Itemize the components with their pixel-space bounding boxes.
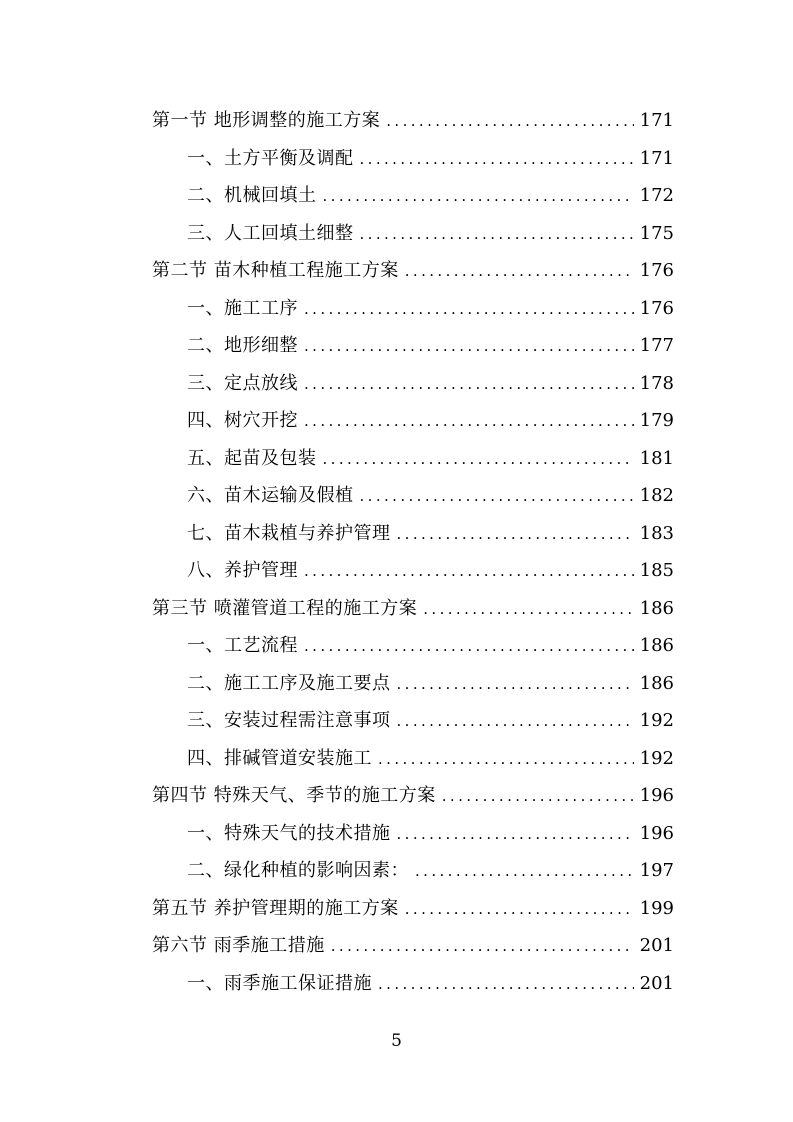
toc-section-entry[interactable] xyxy=(152,102,674,140)
toc-entry-label: 二、地形细整 xyxy=(187,335,298,356)
dot-leader xyxy=(304,328,634,365)
toc-entry-label: 六、苗木运输及假植 xyxy=(187,485,354,506)
toc-entry-label: 第六节 雨季施工措施 xyxy=(152,935,325,956)
toc-entry-page: 196 xyxy=(639,822,674,844)
toc-entry-label: 一、雨季施工保证措施 xyxy=(187,972,372,994)
toc-entry-page: 192 xyxy=(639,747,674,769)
toc-entry-label: 二、绿化种植的影响因素： xyxy=(187,860,409,881)
dot-leader xyxy=(415,853,634,890)
dot-leader xyxy=(304,366,634,403)
dot-leader xyxy=(360,141,634,178)
toc-subsection-entry[interactable] xyxy=(152,740,674,778)
toc-entry-page: 172 xyxy=(639,185,674,206)
dot-leader xyxy=(360,478,634,515)
toc-entry-page: 186 xyxy=(639,635,674,656)
table-of-contents xyxy=(152,102,674,1002)
toc-entry-page: 177 xyxy=(639,335,674,356)
toc-entry-page: 171 xyxy=(639,147,674,169)
dot-leader xyxy=(304,553,634,590)
toc-entry-page: 192 xyxy=(639,710,674,731)
toc-section-entry[interactable] xyxy=(152,777,674,815)
toc-entry-page: 179 xyxy=(639,410,674,431)
dot-leader xyxy=(360,216,634,253)
toc-entry-page: 201 xyxy=(639,972,674,994)
toc-entry-page: 176 xyxy=(639,297,674,319)
toc-subsection-entry[interactable] xyxy=(152,852,674,890)
toc-entry-label: 四、树穴开挖 xyxy=(187,410,298,431)
toc-entry-label: 一、工艺流程 xyxy=(187,635,298,656)
toc-section-entry[interactable] xyxy=(152,252,674,290)
toc-entry-page: 196 xyxy=(639,785,674,806)
toc-subsection-entry[interactable] xyxy=(152,815,674,853)
toc-entry-page: 176 xyxy=(639,260,674,281)
dot-leader xyxy=(397,516,634,553)
dot-leader xyxy=(442,778,634,815)
toc-entry-label: 一、土方平衡及调配 xyxy=(187,147,354,169)
toc-subsection-entry[interactable] xyxy=(152,552,674,590)
toc-entry-label: 一、施工工序 xyxy=(187,297,298,319)
toc-subsection-entry[interactable] xyxy=(152,477,674,515)
dot-leader xyxy=(386,103,633,140)
toc-entry-label: 三、定点放线 xyxy=(187,372,298,394)
page-number: 5 xyxy=(391,1031,402,1051)
dot-leader xyxy=(304,291,634,328)
toc-entry-label: 二、机械回填土 xyxy=(187,185,317,206)
dot-leader xyxy=(304,628,634,665)
toc-entry-page: 197 xyxy=(639,860,674,881)
toc-entry-label: 七、苗木栽植与养护管理 xyxy=(187,522,391,544)
dot-leader xyxy=(397,703,634,740)
dot-leader xyxy=(323,178,634,215)
toc-subsection-entry[interactable] xyxy=(152,402,674,440)
toc-subsection-entry[interactable] xyxy=(152,215,674,253)
toc-subsection-entry[interactable] xyxy=(152,702,674,740)
toc-entry-label: 第四节 特殊天气、季节的施工方案 xyxy=(152,785,436,806)
toc-subsection-entry[interactable] xyxy=(152,665,674,703)
toc-subsection-entry[interactable] xyxy=(152,440,674,478)
dot-leader xyxy=(378,966,634,1003)
dot-leader xyxy=(378,741,634,778)
toc-entry-label: 八、养护管理 xyxy=(187,560,298,581)
toc-subsection-entry[interactable] xyxy=(152,327,674,365)
toc-subsection-entry[interactable] xyxy=(152,290,674,328)
toc-subsection-entry[interactable] xyxy=(152,365,674,403)
toc-section-entry[interactable] xyxy=(152,890,674,928)
dot-leader xyxy=(323,441,634,478)
dot-leader xyxy=(405,253,634,290)
toc-subsection-entry[interactable] xyxy=(152,140,674,178)
toc-entry-page: 186 xyxy=(639,597,674,619)
toc-entry-page: 178 xyxy=(639,372,674,394)
toc-entry-label: 第一节 地形调整的施工方案 xyxy=(152,110,381,131)
toc-entry-label: 第二节 苗木种植工程施工方案 xyxy=(152,260,399,281)
dot-leader xyxy=(405,891,634,928)
toc-entry-page: 171 xyxy=(639,110,674,131)
toc-entry-label: 第三节 喷灌管道工程的施工方案 xyxy=(152,597,418,619)
toc-entry-page: 182 xyxy=(639,485,674,506)
toc-entry-page: 199 xyxy=(639,897,674,919)
toc-entry-label: 五、起苗及包装 xyxy=(187,447,317,469)
toc-entry-page: 183 xyxy=(639,522,674,544)
dot-leader xyxy=(397,666,634,703)
toc-subsection-entry[interactable] xyxy=(152,965,674,1003)
dot-leader xyxy=(304,403,634,440)
toc-entry-label: 一、特殊天气的技术措施 xyxy=(187,822,391,844)
dot-leader xyxy=(423,591,633,628)
toc-entry-page: 201 xyxy=(639,935,674,956)
toc-entry-page: 175 xyxy=(639,222,674,244)
toc-entry-label: 三、人工回填土细整 xyxy=(187,222,354,244)
toc-entry-label: 三、安装过程需注意事项 xyxy=(187,710,391,731)
toc-section-entry[interactable] xyxy=(152,590,674,628)
toc-section-entry[interactable] xyxy=(152,927,674,965)
toc-subsection-entry[interactable] xyxy=(152,627,674,665)
toc-entry-page: 181 xyxy=(639,447,674,469)
toc-subsection-entry[interactable] xyxy=(152,177,674,215)
dot-leader xyxy=(331,928,634,965)
toc-entry-page: 186 xyxy=(639,672,674,694)
dot-leader xyxy=(397,816,634,853)
toc-entry-label: 二、施工工序及施工要点 xyxy=(187,672,391,694)
toc-entry-label: 四、排碱管道安装施工 xyxy=(187,747,372,769)
toc-entry-page: 185 xyxy=(639,560,674,581)
toc-subsection-entry[interactable] xyxy=(152,515,674,553)
toc-entry-label: 第五节 养护管理期的施工方案 xyxy=(152,897,399,919)
